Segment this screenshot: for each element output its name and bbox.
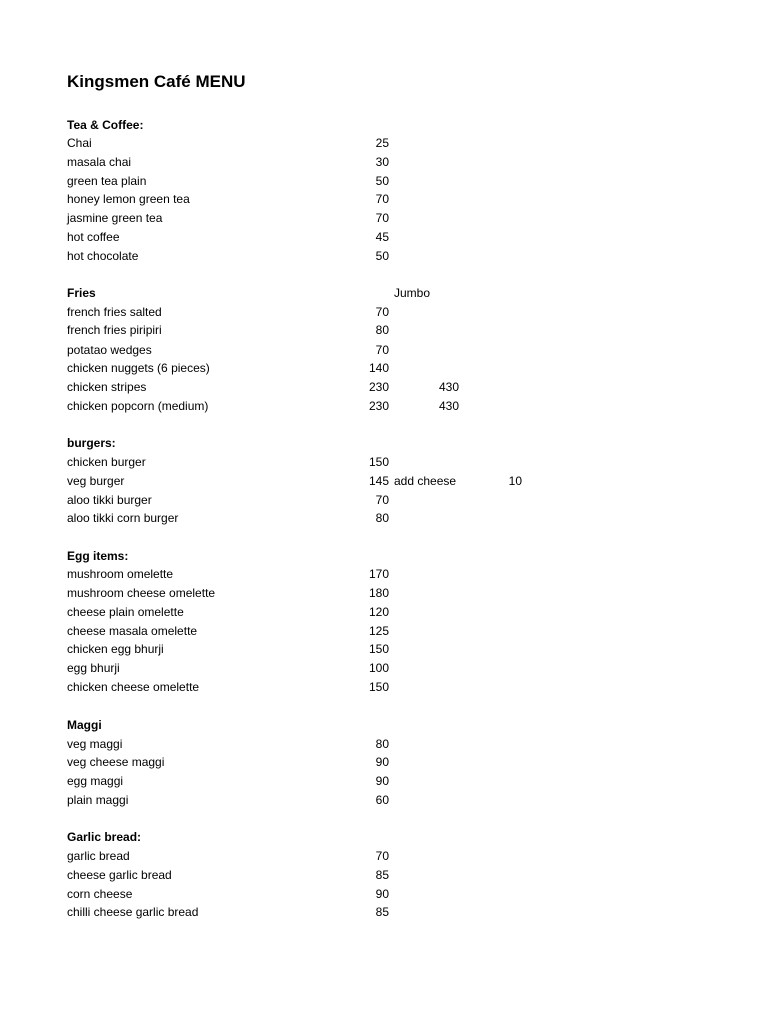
item-name: aloo tikki corn burger <box>67 511 179 525</box>
item-price: 85 <box>375 905 389 919</box>
menu-item <box>67 134 587 152</box>
item-price: 140 <box>368 361 389 375</box>
item-price: 25 <box>375 136 389 150</box>
addon-label: add cheese <box>394 474 457 488</box>
section-header-label: Garlic bread: <box>67 830 142 844</box>
item-name: corn cheese <box>67 887 133 901</box>
menu-item <box>67 472 587 490</box>
item-price: 150 <box>368 642 389 656</box>
section-header-label: Egg items: <box>67 549 129 563</box>
section-header-tea <box>67 116 587 134</box>
menu-item <box>67 453 587 471</box>
menu-item <box>67 209 587 227</box>
menu-item <box>67 622 587 640</box>
item-name: egg maggi <box>67 774 124 788</box>
item-name: veg burger <box>67 474 125 488</box>
menu-item <box>67 321 587 339</box>
item-price: 70 <box>375 211 389 225</box>
item-price: 120 <box>368 605 389 619</box>
menu-item <box>67 397 587 415</box>
menu-item <box>67 359 587 377</box>
menu-item <box>67 190 587 208</box>
item-price: 60 <box>375 793 389 807</box>
section-header-garlic <box>67 828 587 846</box>
item-price: 70 <box>375 849 389 863</box>
item-price: 50 <box>375 249 389 263</box>
item-price: 150 <box>368 680 389 694</box>
menu-item <box>67 153 587 171</box>
item-price: 50 <box>375 174 389 188</box>
section-header-label: Maggi <box>67 718 102 732</box>
item-name: aloo tikki burger <box>67 493 152 507</box>
item-price: 180 <box>368 586 389 600</box>
menu-item <box>67 228 587 246</box>
section-header-label: burgers: <box>67 436 116 450</box>
item-price: 30 <box>375 155 389 169</box>
item-name: plain maggi <box>67 793 129 807</box>
menu-item <box>67 565 587 583</box>
item-name: Chai <box>67 136 92 150</box>
menu-item <box>67 509 587 527</box>
menu-item <box>67 303 587 321</box>
item-name: garlic bread <box>67 849 130 863</box>
item-name: mushroom cheese omelette <box>67 586 216 600</box>
item-price: 45 <box>375 230 389 244</box>
item-name: hot chocolate <box>67 249 139 263</box>
menu-item <box>67 341 587 359</box>
item-name: mushroom omelette <box>67 567 174 581</box>
item-price: 90 <box>375 774 389 788</box>
item-price: 150 <box>368 455 389 469</box>
menu-item <box>67 584 587 602</box>
section-header-egg <box>67 547 587 565</box>
menu-item <box>67 491 587 509</box>
menu-item <box>67 885 587 903</box>
menu-title: Kingsmen Café MENU <box>67 72 246 91</box>
menu-item <box>67 603 587 621</box>
menu-item <box>67 378 587 396</box>
item-name: chicken stripes <box>67 380 147 394</box>
item-price: 230 <box>368 380 389 394</box>
item-name: cheese masala omelette <box>67 624 198 638</box>
menu-item <box>67 866 587 884</box>
item-name: potatao wedges <box>67 343 152 357</box>
item-name: cheese garlic bread <box>67 868 172 882</box>
item-name: jasmine green tea <box>67 211 163 225</box>
item-name: masala chai <box>67 155 132 169</box>
menu-item <box>67 847 587 865</box>
item-price: 70 <box>375 192 389 206</box>
menu-item <box>67 659 587 677</box>
item-jumbo-price: 430 <box>438 380 459 394</box>
menu-item <box>67 172 587 190</box>
section-header-label: Fries <box>67 286 96 300</box>
item-name: honey lemon green tea <box>67 192 190 206</box>
item-price: 170 <box>368 567 389 581</box>
item-name: chicken cheese omelette <box>67 680 200 694</box>
menu-item <box>67 640 587 658</box>
item-price: 70 <box>375 343 389 357</box>
item-name: chicken egg bhurji <box>67 642 164 656</box>
item-name: green tea plain <box>67 174 147 188</box>
item-price: 90 <box>375 755 389 769</box>
item-price: 100 <box>368 661 389 675</box>
item-price: 80 <box>375 511 389 525</box>
menu-item <box>67 772 587 790</box>
item-price: 145 <box>368 474 389 488</box>
item-name: chicken burger <box>67 455 146 469</box>
menu-item <box>67 735 587 753</box>
menu-item <box>67 903 587 921</box>
item-price: 80 <box>375 737 389 751</box>
section-header-label: Tea & Coffee: <box>67 118 144 132</box>
menu-item <box>67 678 587 696</box>
item-name: chilli cheese garlic bread <box>67 905 199 919</box>
menu-item <box>67 791 587 809</box>
item-name: cheese plain omelette <box>67 605 184 619</box>
section-header-burgers <box>67 434 587 452</box>
item-name: veg cheese maggi <box>67 755 165 769</box>
jumbo-column-label: Jumbo <box>394 286 431 300</box>
item-price: 85 <box>375 868 389 882</box>
item-price: 80 <box>375 323 389 337</box>
item-price: 90 <box>375 887 389 901</box>
item-price: 70 <box>375 493 389 507</box>
section-header-fries <box>67 284 587 302</box>
item-name: chicken popcorn (medium) <box>67 399 209 413</box>
item-jumbo-price: 430 <box>438 399 459 413</box>
item-name: hot coffee <box>67 230 120 244</box>
item-name: veg maggi <box>67 737 123 751</box>
item-name: french fries piripiri <box>67 323 162 337</box>
item-price: 70 <box>375 305 389 319</box>
menu-item <box>67 247 587 265</box>
item-name: egg bhurji <box>67 661 120 675</box>
item-name: french fries salted <box>67 305 162 319</box>
item-price: 125 <box>368 624 389 638</box>
menu-item <box>67 753 587 771</box>
item-name: chicken nuggets (6 pieces) <box>67 361 210 375</box>
item-price: 230 <box>368 399 389 413</box>
addon-price: 10 <box>508 474 522 488</box>
section-header-maggi <box>67 716 587 734</box>
